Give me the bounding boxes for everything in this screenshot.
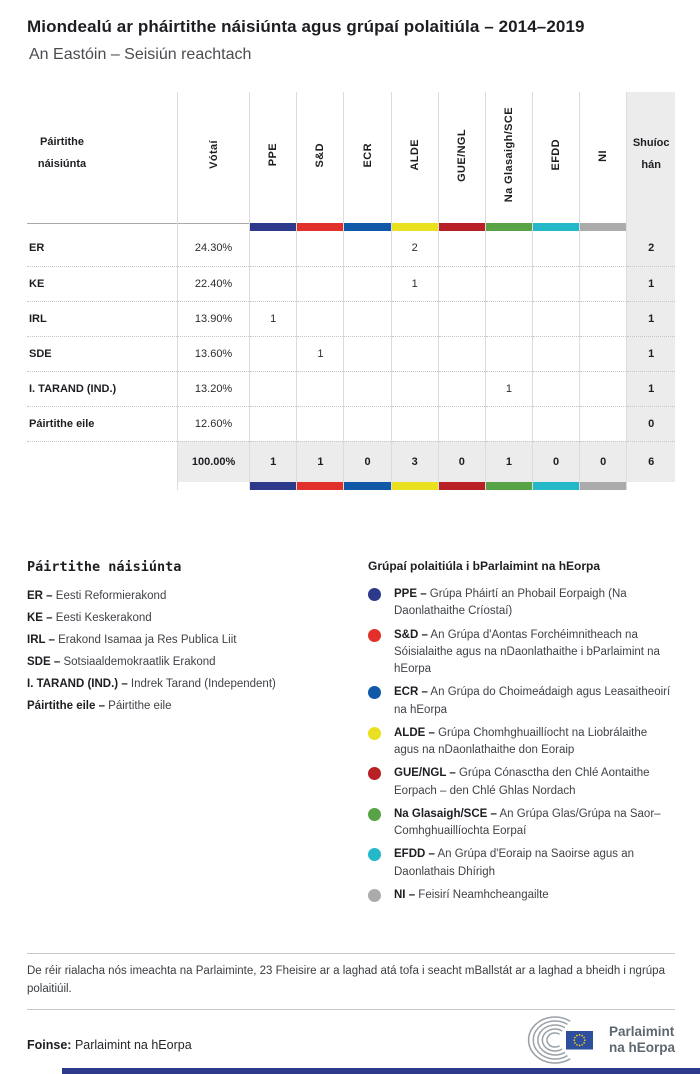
legend-item (27, 656, 368, 668)
group-seats-cell: 1 (485, 371, 532, 406)
group-color-band (580, 482, 627, 490)
total-group-cell: 1 (297, 441, 344, 482)
legend-desc: Eesti Keskerakond (52, 612, 152, 624)
group-seats-cell (391, 371, 438, 406)
table-header-row (27, 92, 675, 223)
group-seats-cell (250, 371, 297, 406)
group-seats-cell (344, 406, 391, 441)
color-band-row (27, 482, 675, 490)
column-header-votes (177, 92, 249, 223)
source-value: Parlaimint na hEorpa (74, 1037, 192, 1052)
group-seats-cell (391, 406, 438, 441)
band-spacer-cell (627, 223, 675, 231)
group-seats-cell (297, 371, 344, 406)
votes-cell: 22.40% (177, 266, 249, 301)
party-cell: ER (29, 242, 45, 255)
eu-star (579, 1044, 581, 1046)
legend-term: Na Glasaigh/SCE – (394, 807, 497, 820)
seats-total-cell: 1 (627, 266, 675, 301)
group-seats-cell (391, 301, 438, 336)
legend-desc: An Grúpa do Choimeádaigh agus Leasaitheoirí na hEorpa (394, 686, 671, 716)
ep-logo-line1: Parlaimint (608, 1024, 675, 1040)
page-subtitle: An Eastóin – Seisiún reachtach (29, 46, 252, 63)
legend-item (27, 590, 368, 602)
eu-star (576, 1044, 578, 1046)
legend-item (27, 678, 368, 690)
group-color-dot (368, 889, 381, 902)
group-color-dot (368, 848, 381, 861)
legend-desc: Indrek Tarand (Independent) (127, 678, 276, 690)
group-color-band (438, 482, 485, 490)
eu-flag-icon (566, 1031, 593, 1050)
party-cell: KE (27, 266, 177, 301)
source-line (27, 1038, 192, 1064)
political-groups-legend-heading: Grúpaí polaitiúla i bParlaimint na hEorpa (368, 559, 601, 573)
group-seats-cell (391, 336, 438, 371)
legend-term: SDE – (27, 656, 61, 668)
group-seats-cell (533, 371, 580, 406)
legend-term: I. TARAND (IND.) – (27, 678, 128, 690)
column-header-group-label: GUE/NGL (455, 128, 468, 182)
band-spacer-cell (177, 482, 249, 490)
legend-term: S&D – (394, 628, 428, 641)
column-header-group-label: PPE (267, 143, 280, 167)
column-header-seats: Shuíochán (627, 92, 675, 223)
group-seats-cell (580, 266, 627, 301)
legend-desc: Sotsiaaldemokraatlik Erakond (60, 656, 216, 668)
ep-logo (521, 1016, 675, 1064)
hemicycle-icon (521, 1016, 603, 1064)
national-parties-legend-list (27, 590, 368, 712)
legend-item (368, 806, 675, 841)
group-color-dot (368, 808, 381, 821)
eu-star (574, 1042, 576, 1044)
total-group-cell: 0 (438, 441, 485, 482)
group-color-band (344, 223, 391, 231)
group-seats-cell (485, 336, 532, 371)
column-header-group-label: NI (597, 149, 610, 162)
group-seats-cell (250, 266, 297, 301)
legend-term: KE – (27, 612, 53, 624)
eu-star (583, 1042, 585, 1044)
column-header-parties (27, 92, 177, 223)
legend-term: Páirtithe eile – (27, 700, 105, 712)
party-cell: I. TARAND (IND.) (27, 371, 177, 406)
eu-star (576, 1034, 578, 1036)
legend-term: IRL – (27, 634, 55, 646)
column-header-group (250, 92, 297, 223)
legend-item (27, 634, 368, 646)
group-seats-cell (485, 301, 532, 336)
party-cell: SDE (27, 336, 177, 371)
group-seats-cell (438, 266, 485, 301)
table-row (27, 371, 675, 406)
ep-logo-text (609, 1024, 675, 1055)
legend-desc: An Grúpa Glas/Grúpa na Saor–Comhghuaillíochta Eorpaí (394, 807, 661, 837)
group-color-band (485, 223, 532, 231)
legend-item (368, 627, 675, 679)
group-seats-cell: 1 (297, 336, 344, 371)
legend-item (368, 887, 675, 904)
legend-term: ALDE – (394, 726, 435, 739)
column-header-group (391, 92, 438, 223)
political-groups-legend-list (368, 586, 675, 904)
seats-total-cell: 0 (627, 406, 675, 441)
legend-term: PPE – (394, 588, 427, 600)
legend-term: ECR – (394, 686, 428, 699)
group-color-band (485, 482, 532, 490)
legend-desc: Grúpa Chomhghuaillíocht na Liobrálaithe agus na nDaonlathaithe don Eoraip (394, 726, 648, 756)
group-seats-cell: 1 (391, 266, 438, 301)
source-label: Foinse: (27, 1037, 72, 1052)
column-header-group-label: S&D (314, 142, 327, 168)
national-parties-legend (27, 559, 368, 910)
legend-term: GUE/NGL – (394, 767, 456, 780)
group-seats-cell (438, 231, 485, 266)
eu-star (584, 1039, 586, 1041)
group-seats-cell (580, 406, 627, 441)
table-row (27, 231, 675, 266)
table-row (27, 406, 675, 441)
group-color-dot (368, 767, 381, 780)
group-color-band (297, 223, 344, 231)
group-seats-cell (297, 231, 344, 266)
table-row (27, 301, 675, 336)
column-header-votes-label: Vótaí (207, 140, 220, 170)
total-group-cell: 1 (250, 441, 297, 482)
total-group-cell: 0 (533, 441, 580, 482)
legend-item (368, 586, 675, 621)
column-header-group (485, 92, 532, 223)
group-color-dot (368, 727, 381, 740)
group-color-band (533, 482, 580, 490)
results-table (27, 92, 675, 490)
band-spacer-cell (627, 482, 675, 490)
column-header-group-label: EFDD (550, 139, 563, 171)
band-spacer-cell (27, 223, 177, 231)
table-row (27, 266, 675, 301)
column-header-group (297, 92, 344, 223)
group-color-dot (368, 686, 381, 699)
total-seats-cell: 6 (627, 441, 675, 482)
group-seats-cell (485, 266, 532, 301)
group-seats-cell (438, 371, 485, 406)
group-color-band (533, 223, 580, 231)
legend-desc: Eesti Reformierakond (52, 590, 167, 602)
column-header-parties-label: Páirtithe náisiúnta (37, 136, 87, 171)
eu-star (581, 1044, 583, 1046)
legend-item (368, 684, 675, 719)
group-color-band (391, 223, 438, 231)
legend-item (27, 612, 368, 624)
column-header-group-label: ALDE (408, 139, 421, 171)
votes-cell: 13.20% (177, 371, 249, 406)
group-seats-cell (297, 266, 344, 301)
legend-text (394, 846, 675, 881)
total-group-cell: 3 (391, 441, 438, 482)
national-parties-legend-heading: Páirtithe náisiúnta (27, 559, 182, 575)
legend-item (368, 725, 675, 760)
divider-bottom (27, 1009, 675, 1010)
legend-text (394, 725, 675, 760)
group-seats-cell (344, 266, 391, 301)
table-row (27, 336, 675, 371)
column-header-group-label: ECR (361, 142, 374, 168)
group-seats-cell (250, 336, 297, 371)
votes-cell: 13.60% (177, 336, 249, 371)
legend-item (368, 765, 675, 800)
group-seats-cell (580, 301, 627, 336)
band-spacer-cell (27, 482, 177, 490)
legend-text (394, 684, 675, 719)
party-cell: IRL (27, 301, 177, 336)
group-seats-cell (533, 231, 580, 266)
group-seats-cell (438, 301, 485, 336)
source-row (27, 1016, 675, 1064)
legend-term: EFDD – (394, 848, 435, 861)
total-group-cell: 1 (485, 441, 532, 482)
total-spacer-cell (27, 441, 177, 482)
legend-desc: Erakond Isamaa ja Res Publica Liit (54, 634, 237, 646)
eu-star (583, 1036, 585, 1038)
legend-text (394, 586, 675, 621)
legend-text (394, 627, 675, 679)
group-color-band (250, 223, 297, 231)
group-seats-cell (297, 301, 344, 336)
eu-star (581, 1034, 583, 1036)
footnote: De réir rialacha nós imeachta na Parlaiminte, 23 Fheisire ar a laghad atá tofa i seacht mBallstát ar a laghad a bheidh i ngrúpa polaitiúil. (27, 965, 665, 995)
votes-cell: 24.30% (177, 231, 249, 266)
group-seats-cell (344, 336, 391, 371)
group-seats-cell (485, 231, 532, 266)
group-color-band (580, 223, 627, 231)
band-spacer-cell (177, 223, 249, 231)
group-color-dot (368, 588, 381, 601)
seats-total-cell: 1 (627, 336, 675, 371)
footer-bar (62, 1068, 700, 1074)
legend-item (27, 700, 368, 712)
group-seats-cell (533, 266, 580, 301)
legend-desc: Grúpa Cónasctha den Chlé Aontaithe Eorpach – den Chlé Ghlas Nordach (394, 767, 650, 797)
group-seats-cell (533, 406, 580, 441)
seats-total-cell: 1 (627, 301, 675, 336)
group-color-band (297, 482, 344, 490)
eu-star (579, 1034, 581, 1036)
group-color-band (344, 482, 391, 490)
group-seats-cell (344, 301, 391, 336)
seats-total-cell: 2 (627, 231, 675, 266)
page-title: Miondealú ar pháirtithe náisiúnta agus grúpaí polaitiúla – 2014–2019 (27, 17, 585, 36)
votes-cell: 12.60% (177, 406, 249, 441)
legend-text (394, 765, 675, 800)
group-color-band (250, 482, 297, 490)
group-seats-cell (580, 371, 627, 406)
legend-desc: Grúpa Pháirtí an Phobail Eorpaigh (Na Daonlathaithe Críostaí) (394, 588, 627, 618)
group-seats-cell (580, 231, 627, 266)
legend-desc: Feisirí Neamhcheangailte (415, 888, 549, 901)
group-seats-cell (344, 231, 391, 266)
votes-cell: 13.90% (177, 301, 249, 336)
eu-star (573, 1039, 575, 1041)
total-group-cell: 0 (580, 441, 627, 482)
eu-star (574, 1036, 576, 1038)
total-votes-cell: 100.00% (177, 441, 249, 482)
group-seats-cell (580, 336, 627, 371)
column-header-group (438, 92, 485, 223)
legend-text (394, 806, 675, 841)
group-seats-cell (297, 406, 344, 441)
column-header-group (344, 92, 391, 223)
group-color-dot (368, 629, 381, 642)
group-seats-cell (344, 371, 391, 406)
ep-logo-line2: na hEorpa (608, 1039, 675, 1055)
party-cell: Páirtithe eile (27, 406, 177, 441)
group-seats-cell: 2 (391, 231, 438, 266)
group-seats-cell (438, 406, 485, 441)
group-seats-cell (533, 336, 580, 371)
group-seats-cell: 1 (250, 301, 297, 336)
legend-text (394, 887, 549, 904)
group-color-band (391, 482, 438, 490)
group-seats-cell (250, 231, 297, 266)
legend-term: ER – (27, 590, 53, 602)
legends-section (27, 559, 675, 910)
group-seats-cell (485, 406, 532, 441)
column-header-group (580, 92, 627, 223)
group-seats-cell (533, 301, 580, 336)
group-color-band (438, 223, 485, 231)
column-header-group (533, 92, 580, 223)
legend-desc: An Grúpa d'Eoraip na Saoirse agus an Daonlathais Dhírigh (394, 848, 635, 878)
legend-desc: An Grúpa d'Aontas Forchéimnitheach na Sóisialaithe agus na nDaonlathaithe i bParlaimint na hEorpa (394, 628, 660, 675)
legend-item (368, 846, 675, 881)
legend-term: NI – (394, 888, 416, 901)
group-seats-cell (438, 336, 485, 371)
total-group-cell: 0 (344, 441, 391, 482)
color-band-row (27, 223, 675, 231)
group-seats-cell (250, 406, 297, 441)
column-header-group-label: Na Glasaigh/SCE (502, 107, 515, 203)
legend-desc: Páirtithe eile (104, 700, 172, 712)
political-groups-legend (368, 559, 675, 910)
table-total-row (27, 441, 675, 482)
seats-total-cell: 1 (627, 371, 675, 406)
